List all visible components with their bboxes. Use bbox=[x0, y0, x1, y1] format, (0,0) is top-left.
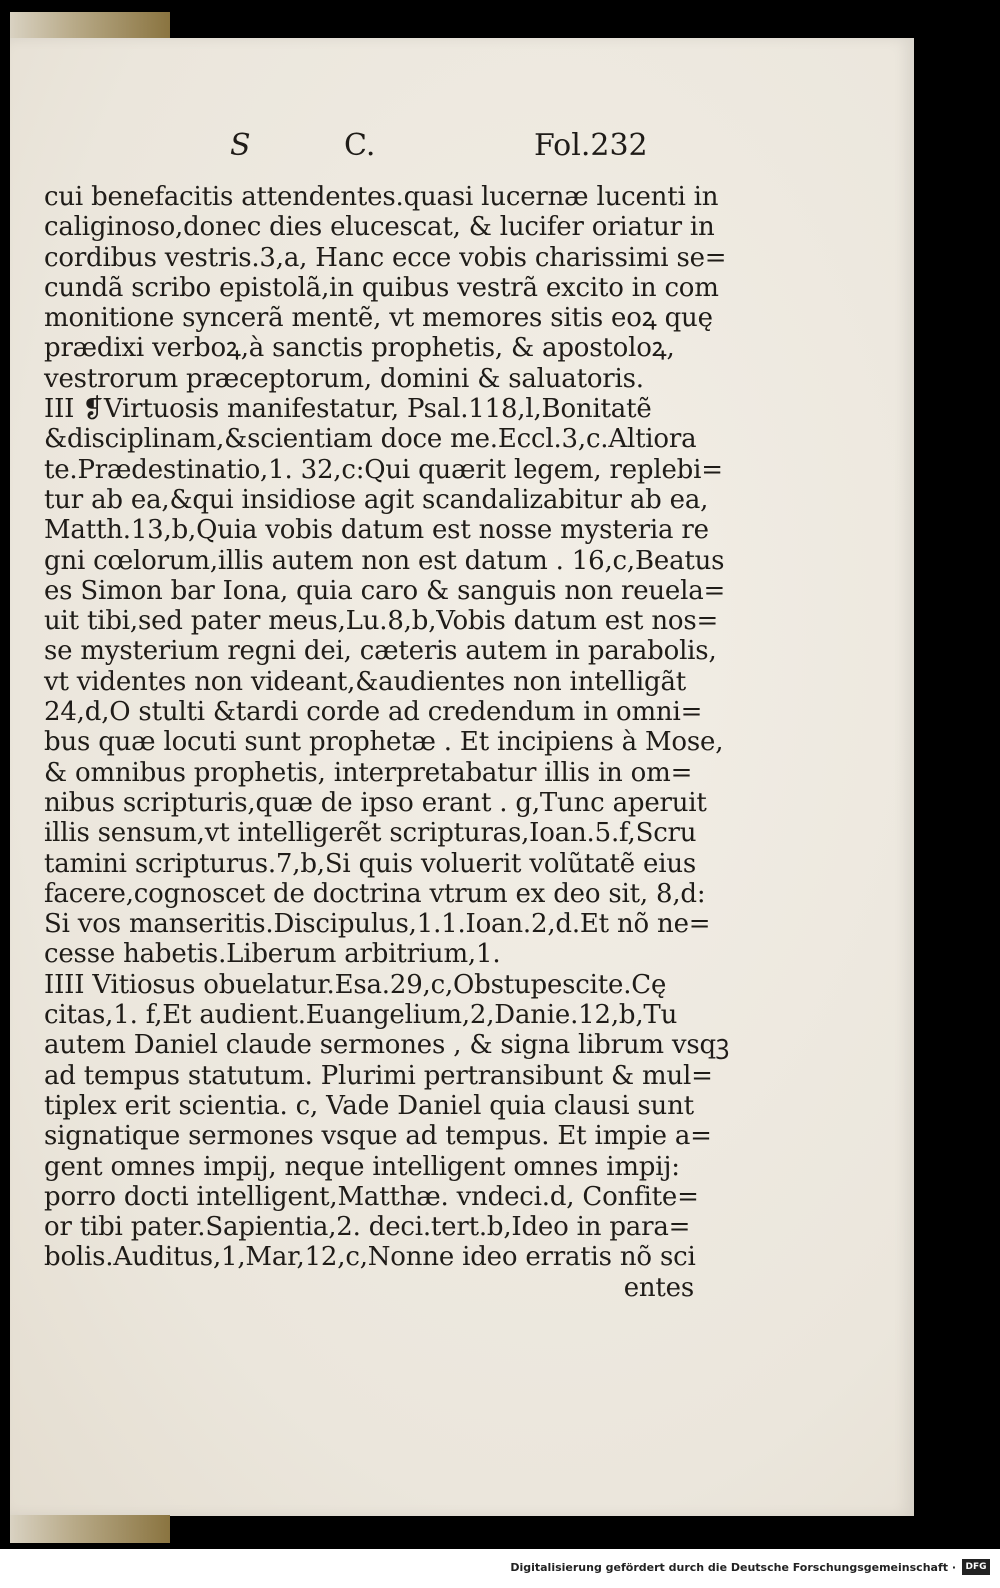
dfg-logo-icon: DFG bbox=[962, 1559, 990, 1575]
text-line: gent omnes impij, neque intelligent omnes impij: bbox=[44, 1151, 680, 1182]
scan-edge-bottom bbox=[10, 1515, 170, 1543]
text-line: citas,1. f,Et audient.Euangelium,2,Danie.12,b,Tu bbox=[44, 1000, 678, 1031]
page-content bbox=[44, 128, 730, 1303]
text-line: Si vos manseritis.Discipulus,1.1.Ioan.2,d.Et nõ ne= bbox=[44, 909, 711, 940]
text-line: uit tibi,sed pater meus,Lu.8,b,Vobis datum est nos= bbox=[44, 606, 719, 637]
funding-notice: Digitalisierung gefördert durch die Deutsche Forschungsgemeinschaft · bbox=[510, 1561, 956, 1574]
running-head-letter-left: S bbox=[230, 128, 251, 163]
text-line: ad tempus statutum. Plurimi pertransibunt & mul= bbox=[44, 1060, 713, 1091]
body-text bbox=[44, 182, 730, 1273]
text-line: illis sensum,vt intelligerẽt scripturas,Ioan.5.f,Scru bbox=[44, 818, 697, 849]
text-line: & omnibus prophetis, interpretabatur illis in om= bbox=[44, 757, 693, 788]
text-line: IIII Vitiosus obuelatur.Esa.29,c,Obstupescite.Cę bbox=[44, 969, 667, 1000]
catchword: entes bbox=[623, 1272, 694, 1303]
text-line: 24,d,O stulti &tardi corde ad credendum in omni= bbox=[44, 697, 703, 728]
text-line: caliginoso,donec dies elucescat, & lucifer oriatur in bbox=[44, 212, 715, 243]
text-line: monitione syncerã mentẽ, vt memores sitis eoꝝ quę bbox=[44, 303, 713, 334]
text-line: facere,cognoscet de doctrina vtrum ex deo sit, 8,d: bbox=[44, 878, 706, 909]
text-line: gni cœlorum,illis autem non est datum . 16,c,Beatus bbox=[44, 545, 725, 576]
text-line: vt videntes non videant,&audientes non intelligãt bbox=[44, 666, 686, 697]
text-line: signatique sermones vsque ad tempus. Et impie a= bbox=[44, 1121, 712, 1152]
text-line: cundã scribo epistolã,in quibus vestrã excito in com bbox=[44, 272, 719, 303]
text-line: vestrorum præceptorum, domini & saluatoris. bbox=[44, 363, 644, 394]
text-line: cordibus vestris.3,a, Hanc ecce vobis charissimi se= bbox=[44, 242, 727, 273]
text-line: tiplex erit scientia. c, Vade Daniel quia clausi sunt bbox=[44, 1090, 694, 1121]
text-line: porro docti intelligent,Matthæ. vndeci.d, Confite= bbox=[44, 1181, 699, 1212]
running-head-letter-center: C. bbox=[344, 128, 376, 163]
text-line: Matth.13,b,Quia vobis datum est nosse mysteria re bbox=[44, 515, 709, 546]
text-line: es Simon bar Iona, quia caro & sanguis non reuela= bbox=[44, 575, 726, 606]
text-line: tur ab ea,&qui insidiose agit scandalizabitur ab ea, bbox=[44, 484, 709, 515]
text-line: prædixi verboꝝ,à sanctis prophetis, & apostoloꝝ, bbox=[44, 333, 675, 364]
text-line: III ❡Virtuosis manifestatur, Psal.118,l,Bonitatẽ bbox=[44, 394, 652, 425]
text-line: se mysterium regni dei, cæteris autem in parabolis, bbox=[44, 636, 717, 667]
text-line: tamini scripturus.7,b,Si quis voluerit volũtatẽ eius bbox=[44, 848, 697, 879]
text-line: &disciplinam,&scientiam doce me.Eccl.3,c.Altiora bbox=[44, 424, 697, 455]
text-line: cesse habetis.Liberum arbitrium,1. bbox=[44, 939, 501, 970]
scan-edge-top bbox=[10, 12, 170, 38]
text-line: cui benefacitis attendentes.quasi lucernæ lucenti in bbox=[44, 182, 719, 212]
text-line: bus quæ locuti sunt prophetæ . Et incipiens à Mose, bbox=[44, 727, 724, 758]
text-line: nibus scripturis,quæ de ipso erant . g,Tunc aperuit bbox=[44, 787, 707, 818]
text-line: or tibi pater.Sapientia,2. deci.tert.b,Ideo in para= bbox=[44, 1212, 691, 1243]
book-page bbox=[10, 38, 914, 1516]
folio-number: Fol.232 bbox=[534, 128, 648, 163]
text-line: bolis.Auditus,1,Mar,12,c,Nonne ideo erratis nõ sci bbox=[44, 1242, 696, 1273]
running-head bbox=[44, 128, 694, 176]
footer-band bbox=[0, 1549, 1000, 1588]
text-line: te.Prædestinatio,1. 32,c:Qui quærit legem, replebi= bbox=[44, 454, 723, 485]
text-line: autem Daniel claude sermones , & signa librum vsqꝫ bbox=[44, 1030, 730, 1061]
